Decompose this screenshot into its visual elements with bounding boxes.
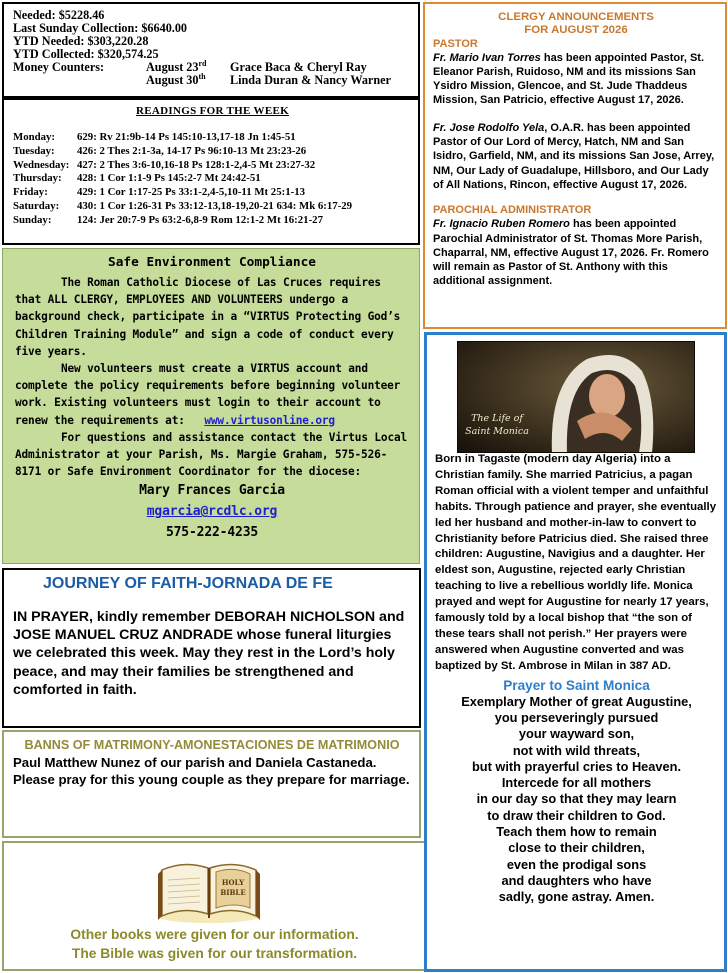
- administrator-heading: PAROCHIAL ADMINISTRATOR: [433, 204, 592, 217]
- email-link[interactable]: mgarcia@rcdlc.org: [146, 504, 278, 520]
- coordinator-phone: 575-222-4235: [165, 525, 259, 541]
- pastor-announcement-1: Fr. Mario Ivan Torres has been appointed Pastor, St. Eleanor Parish, Ruidoso, NM and its missions San Ysidro Mission, Glencoe, and St. Jude Thaddeus Mission, San Patricio, effective August 17, 2026.: [433, 51, 704, 107]
- clergy-announcements-section: [423, 2, 727, 329]
- reading-day: Saturday:: [13, 199, 60, 212]
- prayer-line: to draw their children to God.: [487, 807, 666, 823]
- reading-day: Thursday:: [13, 172, 62, 185]
- prayer-line: but with prayerful cries to Heaven.: [471, 758, 682, 774]
- pastor-announcement-2: Fr. Jose Rodolfo Yela, O.A.R. has been appointed Pastor of Our Lord of Mercy, Hatch, NM and San Isidro, Garfield, NM, and its missions San Jose, Arrey, NM, Our Lady of Guadalupe, Hillsboro, and Our Lady of All Nations, Rincon, effective August 17, 2026.: [433, 121, 715, 191]
- reading-text: 429: 1 Cor 1:17-25 Ps 33:1-2,4-5,10-11 Mt 25:1-13: [77, 186, 305, 199]
- banns-title: BANNS OF MATRIMONY-AMONESTACIONES DE MATRIMONIO: [24, 738, 400, 752]
- banns-couple: Paul Matthew Nunez of our parish and Daniela Castaneda.: [13, 754, 377, 770]
- reading-row: [13, 172, 412, 186]
- ytd-collected: YTD Collected: $320,574.25: [13, 46, 159, 61]
- reading-text: 427: 2 Thes 3:6-10,16-18 Ps 128:1-2,4-5 Mt 23:27-32: [77, 158, 316, 171]
- reading-row: [13, 159, 412, 173]
- counter-date: August 23rd: [146, 58, 207, 74]
- readings-title: READINGS FOR THE WEEK: [136, 105, 289, 117]
- reading-day: Wednesday:: [13, 158, 70, 171]
- bible-book-text: HOLY: [221, 878, 245, 887]
- virtus-link[interactable]: www.virtusonline.org: [204, 413, 335, 427]
- safe-environment-title: Safe Environment Compliance: [107, 255, 317, 270]
- journey-title: JOURNEY OF FAITH-JORNADA DE FE: [43, 575, 333, 592]
- reading-text: 430: 1 Cor 1:26-31 Ps 33:12-13,18-19,20-21 634: Mk 6:17-29: [77, 199, 353, 212]
- counter-names: Linda Duran & Nancy Warner: [230, 72, 391, 87]
- saint-monica-image: [457, 341, 695, 453]
- reading-day: Sunday:: [13, 213, 52, 226]
- image-caption: The Life of: [471, 413, 523, 424]
- pastor-heading: PASTOR: [433, 37, 478, 50]
- prayer-title: Prayer to Saint Monica: [503, 677, 650, 693]
- money-counters-label: Money Counters:: [13, 59, 105, 74]
- finance-section: [2, 2, 420, 98]
- prayer-line: sadly, gone astray. Amen.: [498, 889, 655, 905]
- prayer-line: and daughters who have: [501, 872, 652, 888]
- ytd-needed: YTD Needed: $303,220.28: [13, 33, 149, 48]
- prayer-line: your wayward son,: [518, 726, 635, 742]
- prayer-line: not with wild threats,: [512, 742, 641, 758]
- clergy-title: CLERGY ANNOUNCEMENTS: [498, 11, 654, 23]
- banns-section: [2, 730, 421, 838]
- money-counters-row: [13, 58, 410, 74]
- safe-paragraph-2: New volunteers must create a VIRTUS account and complete the policy requirements before beginning volunteer work. Existing volunteers must login to their account to renew the requirements at: www.virtusonline.org: [15, 362, 401, 427]
- reading-row: [13, 131, 412, 145]
- prayer-text: [435, 694, 718, 906]
- prayer-line: even the prodigal sons: [506, 856, 647, 872]
- last-sunday-collection: Last Sunday Collection: $6640.00: [13, 20, 188, 35]
- readings-section: [2, 98, 420, 245]
- bible-quote-line-2: The Bible was given for our transformation.: [71, 946, 358, 961]
- reading-text: 426: 2 Thes 2:1-3a, 14-17 Ps 96:10-13 Mt 23:23-26: [77, 144, 307, 157]
- reading-row: [13, 145, 412, 159]
- reading-text: 124: Jer 20:7-9 Ps 63:2-6,8-9 Rom 12:1-2 Mt 16:21-27: [77, 213, 323, 226]
- journey-of-faith-section: [2, 568, 421, 728]
- money-counters-row: [13, 71, 410, 87]
- coordinator-name: Mary Frances Garcia: [139, 483, 285, 499]
- administrator-announcement: Fr. Ignacio Ruben Romero has been appointed Parochial Administrator of St. Thomas More Parish, Chaparral, NM, effective August 17, 2026. Fr. Romero will remain as Pastor of St. Anthony with this additional assignment.: [433, 218, 709, 288]
- journey-text: IN PRAYER, kindly remember DEBORAH NICHOLSON and JOSE MANUEL CRUZ ANDRADE whose funeral liturgies we celebrated this week. May they rest in the Lord’s holy peace, and may their families be strengthened and comforted in faith.: [13, 609, 405, 698]
- prayer-line: in our day so that they may learn: [476, 791, 677, 807]
- safe-paragraph-1: The Roman Catholic Diocese of Las Cruces requires that ALL CLERGY, EMPLOYEES AND VOLUNTEERS undergo a background check, participate in a “VIRTUS Protecting God’s Children Training Module” and sign a code of conduct every five years.: [15, 276, 401, 358]
- bible-book-text: BIBLE: [220, 888, 246, 897]
- bible-section: [2, 841, 427, 971]
- counter-names: Grace Baca & Cheryl Ray: [230, 59, 367, 74]
- reading-row: [13, 214, 412, 228]
- bible-quote-line-1: Other books were given for our information.: [70, 927, 359, 942]
- reading-text: 629: Rv 21:9b-14 Ps 145:10-13,17-18 Jn 1:45-51: [77, 131, 296, 143]
- saint-monica-section: [424, 332, 727, 972]
- reading-day: Tuesday:: [13, 144, 55, 157]
- image-caption: Saint Monica: [465, 426, 529, 437]
- counter-date: August 30th: [146, 71, 206, 87]
- prayer-line: close to their children,: [508, 840, 645, 856]
- bible-book-icon: [154, 858, 264, 926]
- coordinator-email: [15, 501, 409, 522]
- banns-request: Please pray for this young couple as they prepare for marriage.: [13, 771, 410, 787]
- prayer-line: Teach them how to remain: [496, 824, 657, 840]
- reading-row: [13, 200, 412, 214]
- clergy-subtitle: FOR AUGUST 2026: [524, 23, 628, 36]
- reading-row: [13, 186, 412, 200]
- reading-text: 428: 1 Cor 1:1-9 Ps 145:2-7 Mt 24:42-51: [77, 172, 261, 185]
- prayer-line: Intercede for all mothers: [501, 775, 652, 791]
- safe-paragraph-3: For questions and assistance contact the Virtus Local Administrator at your Parish, Ms. Margie Graham, 575-526-8171 or Safe Environment Coordinator for the diocese:: [15, 430, 408, 479]
- prayer-line: Exemplary Mother of great Augustine,: [461, 693, 692, 709]
- prayer-line: you perseveringly pursued: [494, 709, 659, 725]
- reading-day: Friday:: [13, 186, 48, 199]
- safe-environment-section: [2, 248, 420, 564]
- saint-monica-bio: Born in Tagaste (modern day Algeria) into a Christian family. She married Patricius, a pagan Roman official with a violent temper and unfaithful habits. Through patience and prayer, she eventually led her husband and mother-in-law to convert to Christianity before Patricius died. She raised three children: Augustine, Navigius and a daughter. Her eldest son, Augustine, rejected early Christian teaching to live a rebellious worldly life. Monica prayed and wept for Augustine for nearly 17 years, famously told by a local bishop that “the son of these tears shall not perish.” Her prayers were answered when Augustine converted and was baptized by St. Ambrose in Milan in 387 AD.: [435, 453, 717, 672]
- reading-day: Monday:: [13, 131, 55, 143]
- needed-amount: Needed: $5228.46: [13, 8, 105, 22]
